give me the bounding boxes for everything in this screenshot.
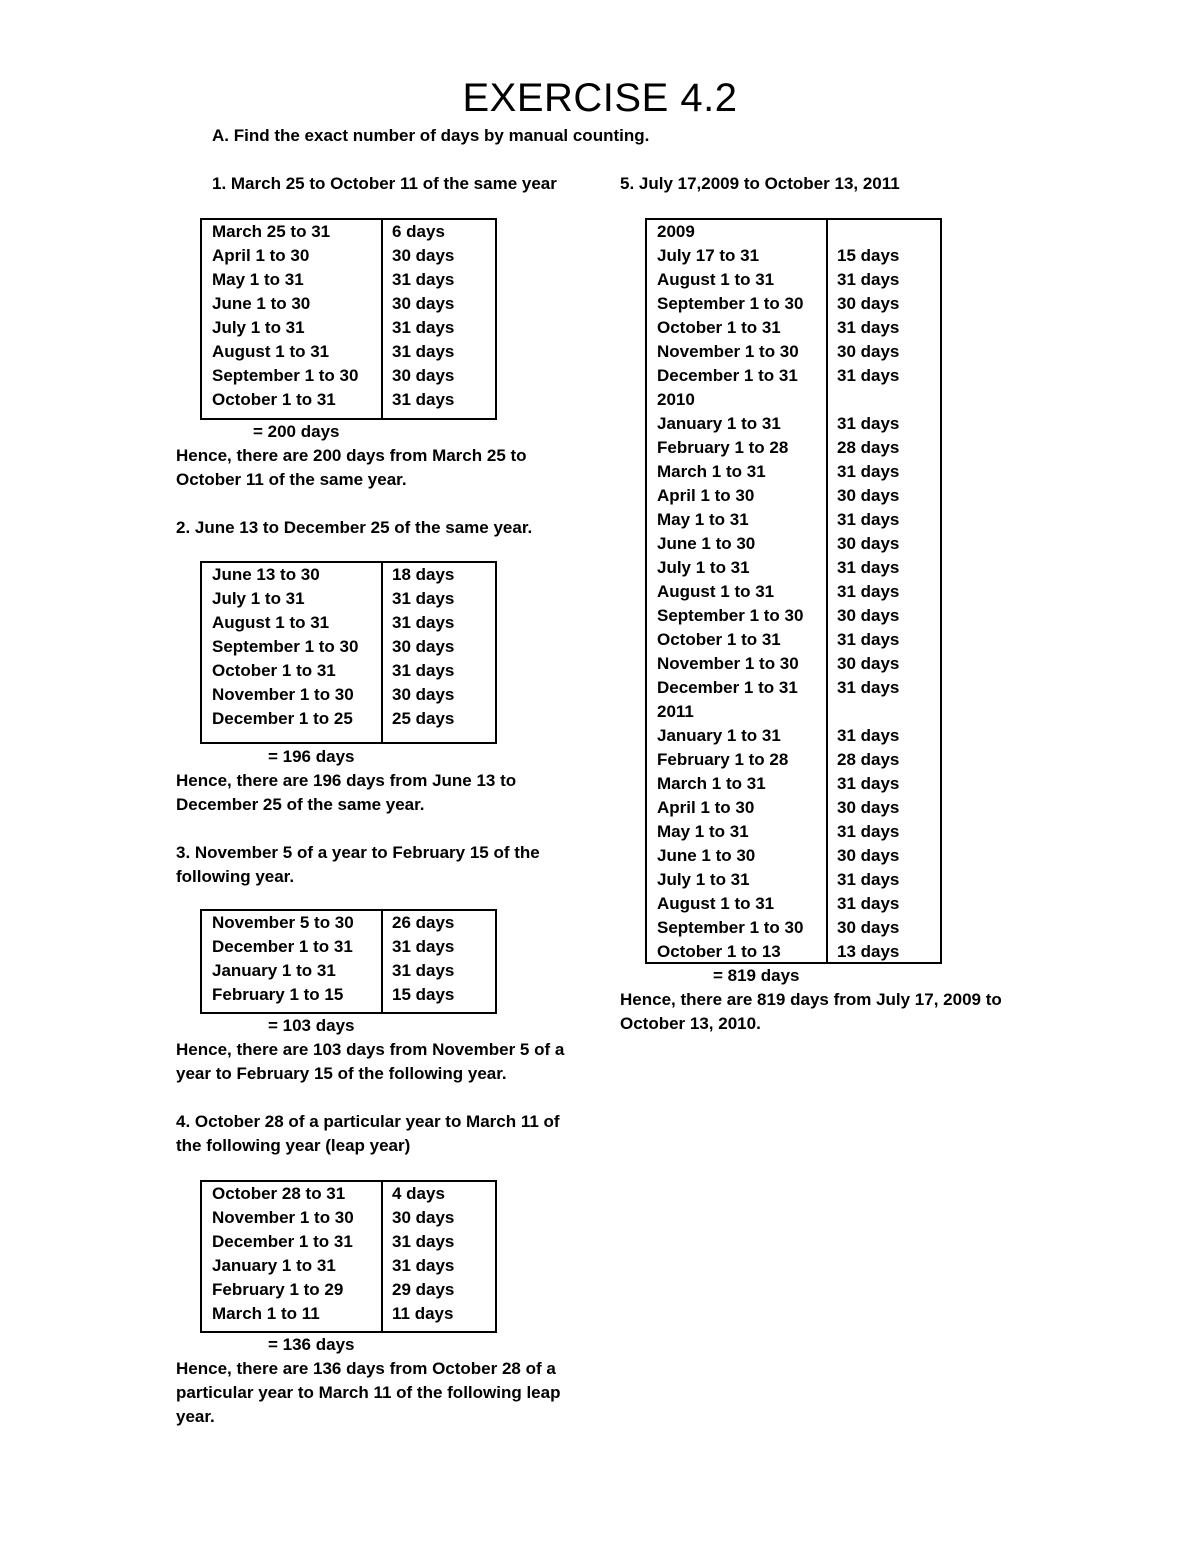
table-row (647, 220, 940, 244)
table-row (647, 460, 940, 484)
days-cell: 26 days (392, 913, 455, 932)
table-row (202, 587, 495, 611)
period-cell: May 1 to 31 (657, 822, 749, 841)
conclusion-line: October 11 of the same year. (176, 470, 407, 489)
days-cell: 15 days (837, 246, 900, 265)
period-cell: October 1 to 31 (657, 318, 781, 337)
period-cell: January 1 to 31 (212, 961, 336, 980)
days-cell: 31 days (392, 270, 455, 289)
table-row (202, 983, 495, 1007)
table-row (647, 724, 940, 748)
heading-line: 3. November 5 of a year to February 15 of the (176, 843, 540, 862)
conclusion-line: Hence, there are 196 days from June 13 to (176, 771, 517, 790)
period-cell: 2010 (657, 390, 695, 409)
period-cell: November 5 to 30 (212, 913, 354, 932)
table-row (202, 635, 495, 659)
table-row (202, 959, 495, 983)
problem-2-table (200, 561, 497, 744)
table-row (647, 700, 940, 724)
table-row (202, 364, 495, 388)
page-title: EXERCISE 4.2 (462, 76, 738, 120)
table-row (647, 268, 940, 292)
period-cell: November 1 to 30 (657, 342, 799, 361)
table-row (202, 1278, 495, 1302)
table-row (647, 340, 940, 364)
problem-5-table (645, 218, 942, 964)
days-cell: 30 days (837, 294, 900, 313)
period-cell: May 1 to 31 (657, 510, 749, 529)
period-cell: November 1 to 30 (657, 654, 799, 673)
days-cell: 31 days (837, 726, 900, 745)
period-cell: December 1 to 31 (212, 937, 353, 956)
period-cell: August 1 to 31 (212, 342, 330, 361)
table-row (647, 748, 940, 772)
period-cell: December 1 to 31 (657, 678, 798, 697)
days-cell: 31 days (837, 678, 900, 697)
problem-1-table (200, 218, 497, 420)
period-cell: October 1 to 31 (212, 390, 336, 409)
days-cell: 31 days (392, 1232, 455, 1251)
days-cell: 30 days (392, 637, 455, 656)
period-cell: September 1 to 30 (212, 637, 359, 656)
days-cell: 31 days (837, 318, 900, 337)
days-cell: 31 days (837, 366, 900, 385)
days-cell: 4 days (392, 1184, 445, 1203)
period-cell: July 17 to 31 (657, 246, 760, 265)
days-cell: 31 days (392, 342, 455, 361)
period-cell: January 1 to 31 (657, 414, 781, 433)
table-row (202, 1254, 495, 1278)
period-cell: January 1 to 31 (657, 726, 781, 745)
problem-4-conclusion (176, 1357, 560, 1429)
days-cell: 31 days (837, 510, 900, 529)
instruction: A. Find the exact number of days by manual counting. (212, 126, 650, 145)
period-cell: August 1 to 31 (657, 270, 775, 289)
table-row (202, 683, 495, 707)
conclusion-line: October 13, 2010. (620, 1014, 761, 1033)
days-cell: 31 days (392, 613, 455, 632)
days-cell: 30 days (837, 654, 900, 673)
period-cell: July 1 to 31 (657, 558, 750, 577)
table-row (647, 316, 940, 340)
table-row (647, 604, 940, 628)
days-cell: 15 days (392, 985, 455, 1004)
days-cell: 31 days (837, 870, 900, 889)
period-cell: July 1 to 31 (657, 870, 750, 889)
table-row (202, 268, 495, 292)
table-row (647, 892, 940, 916)
days-cell: 30 days (392, 366, 455, 385)
table-row (647, 796, 940, 820)
conclusion-line: particular year to March 11 of the following leap (176, 1383, 561, 1402)
problem-3-total: = 103 days (268, 1016, 355, 1035)
table-row (647, 556, 940, 580)
days-cell: 31 days (837, 822, 900, 841)
table-row (202, 1230, 495, 1254)
days-cell: 31 days (392, 589, 455, 608)
days-cell: 28 days (837, 750, 900, 769)
period-cell: March 1 to 31 (657, 462, 766, 481)
problem-1-total: = 200 days (253, 422, 340, 441)
period-cell: November 1 to 30 (212, 1208, 354, 1227)
days-cell: 30 days (837, 606, 900, 625)
table-row (647, 412, 940, 436)
table-row (647, 628, 940, 652)
conclusion-line: Hence, there are 200 days from March 25 to (176, 446, 527, 465)
days-cell: 6 days (392, 222, 445, 241)
period-cell: October 1 to 31 (657, 630, 781, 649)
table-row (202, 563, 495, 587)
period-cell: October 1 to 13 (657, 942, 781, 961)
table-row (202, 1182, 495, 1206)
table-row (202, 244, 495, 268)
problem-4-total: = 136 days (268, 1335, 355, 1354)
period-cell: December 1 to 31 (212, 1232, 353, 1251)
problem-4-table (200, 1180, 497, 1333)
period-cell: July 1 to 31 (212, 318, 305, 337)
problem-4-heading (176, 1110, 560, 1158)
problem-5-conclusion (620, 988, 1002, 1036)
table-row (647, 364, 940, 388)
days-cell: 31 days (392, 961, 455, 980)
conclusion-line: Hence, there are 819 days from July 17, 2009 to (620, 990, 1002, 1009)
conclusion-line: year to February 15 of the following year. (176, 1064, 507, 1083)
table-row (202, 1302, 495, 1326)
period-cell: June 13 to 30 (212, 565, 320, 584)
period-cell: February 1 to 15 (212, 985, 344, 1004)
problem-5-total: = 819 days (713, 966, 800, 985)
days-cell: 31 days (392, 661, 455, 680)
table-row (647, 676, 940, 700)
period-cell: 2011 (657, 702, 694, 721)
table-row (647, 940, 940, 964)
period-cell: March 1 to 31 (657, 774, 766, 793)
period-cell: October 28 to 31 (212, 1184, 346, 1203)
days-cell: 31 days (837, 582, 900, 601)
table-row (202, 340, 495, 364)
days-cell: 31 days (837, 894, 900, 913)
problem-3-table (200, 909, 497, 1014)
table-row (647, 772, 940, 796)
days-cell: 30 days (392, 246, 455, 265)
days-cell: 31 days (837, 558, 900, 577)
days-cell: 30 days (392, 1208, 455, 1227)
days-cell: 31 days (392, 390, 455, 409)
problem-1-conclusion (176, 444, 527, 492)
period-cell: June 1 to 30 (212, 294, 311, 313)
table-row (202, 292, 495, 316)
table-row (202, 220, 495, 244)
period-cell: February 1 to 28 (657, 438, 789, 457)
problem-2-total: = 196 days (268, 747, 355, 766)
days-cell: 31 days (837, 414, 900, 433)
period-cell: April 1 to 30 (657, 486, 755, 505)
days-cell: 31 days (392, 318, 455, 337)
table-row (647, 244, 940, 268)
problem-5-heading: 5. July 17,2009 to October 13, 2011 (620, 174, 900, 193)
days-cell: 31 days (392, 1256, 455, 1275)
table-row (202, 388, 495, 412)
days-cell: 31 days (837, 270, 900, 289)
problem-2-conclusion (176, 769, 516, 817)
table-row (202, 1206, 495, 1230)
period-cell: April 1 to 30 (212, 246, 310, 265)
period-cell: March 1 to 11 (212, 1304, 320, 1323)
period-cell: July 1 to 31 (212, 589, 305, 608)
period-cell: February 1 to 28 (657, 750, 789, 769)
days-cell: 30 days (837, 486, 900, 505)
table-row (647, 388, 940, 412)
heading-line: the following year (leap year) (176, 1136, 411, 1155)
problem-3-conclusion (176, 1038, 564, 1086)
heading-line: following year. (176, 867, 295, 886)
period-cell: March 25 to 31 (212, 222, 331, 241)
days-cell: 29 days (392, 1280, 455, 1299)
period-cell: February 1 to 29 (212, 1280, 344, 1299)
days-cell: 28 days (837, 438, 900, 457)
period-cell: August 1 to 31 (657, 582, 775, 601)
days-cell: 30 days (837, 798, 900, 817)
period-cell: January 1 to 31 (212, 1256, 336, 1275)
table-row (647, 844, 940, 868)
days-cell: 30 days (392, 685, 455, 704)
table-row (647, 484, 940, 508)
period-cell: November 1 to 30 (212, 685, 354, 704)
period-cell: October 1 to 31 (212, 661, 336, 680)
table-row (647, 916, 940, 940)
period-cell: 2009 (657, 222, 695, 241)
period-cell: August 1 to 31 (657, 894, 775, 913)
period-cell: September 1 to 30 (657, 294, 804, 313)
conclusion-line: December 25 of the same year. (176, 795, 425, 814)
period-cell: September 1 to 30 (212, 366, 359, 385)
period-cell: August 1 to 31 (212, 613, 330, 632)
days-cell: 25 days (392, 709, 455, 728)
period-cell: June 1 to 30 (657, 534, 756, 553)
days-cell: 30 days (837, 846, 900, 865)
days-cell: 31 days (837, 462, 900, 481)
days-cell: 30 days (392, 294, 455, 313)
table-row (647, 820, 940, 844)
period-cell: December 1 to 25 (212, 709, 353, 728)
period-cell: May 1 to 31 (212, 270, 304, 289)
table-row (202, 659, 495, 683)
table-row (647, 532, 940, 556)
table-row (202, 911, 495, 935)
days-cell: 13 days (837, 942, 900, 961)
problem-3-heading (176, 841, 540, 889)
table-row (647, 868, 940, 892)
table-row (647, 580, 940, 604)
table-row (202, 935, 495, 959)
conclusion-line: Hence, there are 136 days from October 28 of a (176, 1359, 556, 1378)
heading-line: 4. October 28 of a particular year to March 11 of (176, 1112, 560, 1131)
days-cell: 31 days (837, 630, 900, 649)
period-cell: September 1 to 30 (657, 918, 804, 937)
days-cell: 31 days (392, 937, 455, 956)
table-row (202, 611, 495, 635)
days-cell: 30 days (837, 342, 900, 361)
problem-1-heading: 1. March 25 to October 11 of the same year (212, 174, 557, 193)
table-row (647, 508, 940, 532)
table-row (647, 292, 940, 316)
days-cell: 31 days (837, 774, 900, 793)
table-row (647, 652, 940, 676)
table-row (202, 316, 495, 340)
days-cell: 11 days (392, 1304, 454, 1323)
problem-2-heading: 2. June 13 to December 25 of the same year. (176, 518, 533, 537)
period-cell: December 1 to 31 (657, 366, 798, 385)
period-cell: April 1 to 30 (657, 798, 755, 817)
conclusion-line: year. (176, 1407, 215, 1426)
period-cell: June 1 to 30 (657, 846, 756, 865)
period-cell: September 1 to 30 (657, 606, 804, 625)
days-cell: 30 days (837, 918, 900, 937)
conclusion-line: Hence, there are 103 days from November 5 of a (176, 1040, 565, 1059)
table-row (202, 707, 495, 731)
days-cell: 18 days (392, 565, 455, 584)
days-cell: 30 days (837, 534, 900, 553)
table-row (647, 436, 940, 460)
